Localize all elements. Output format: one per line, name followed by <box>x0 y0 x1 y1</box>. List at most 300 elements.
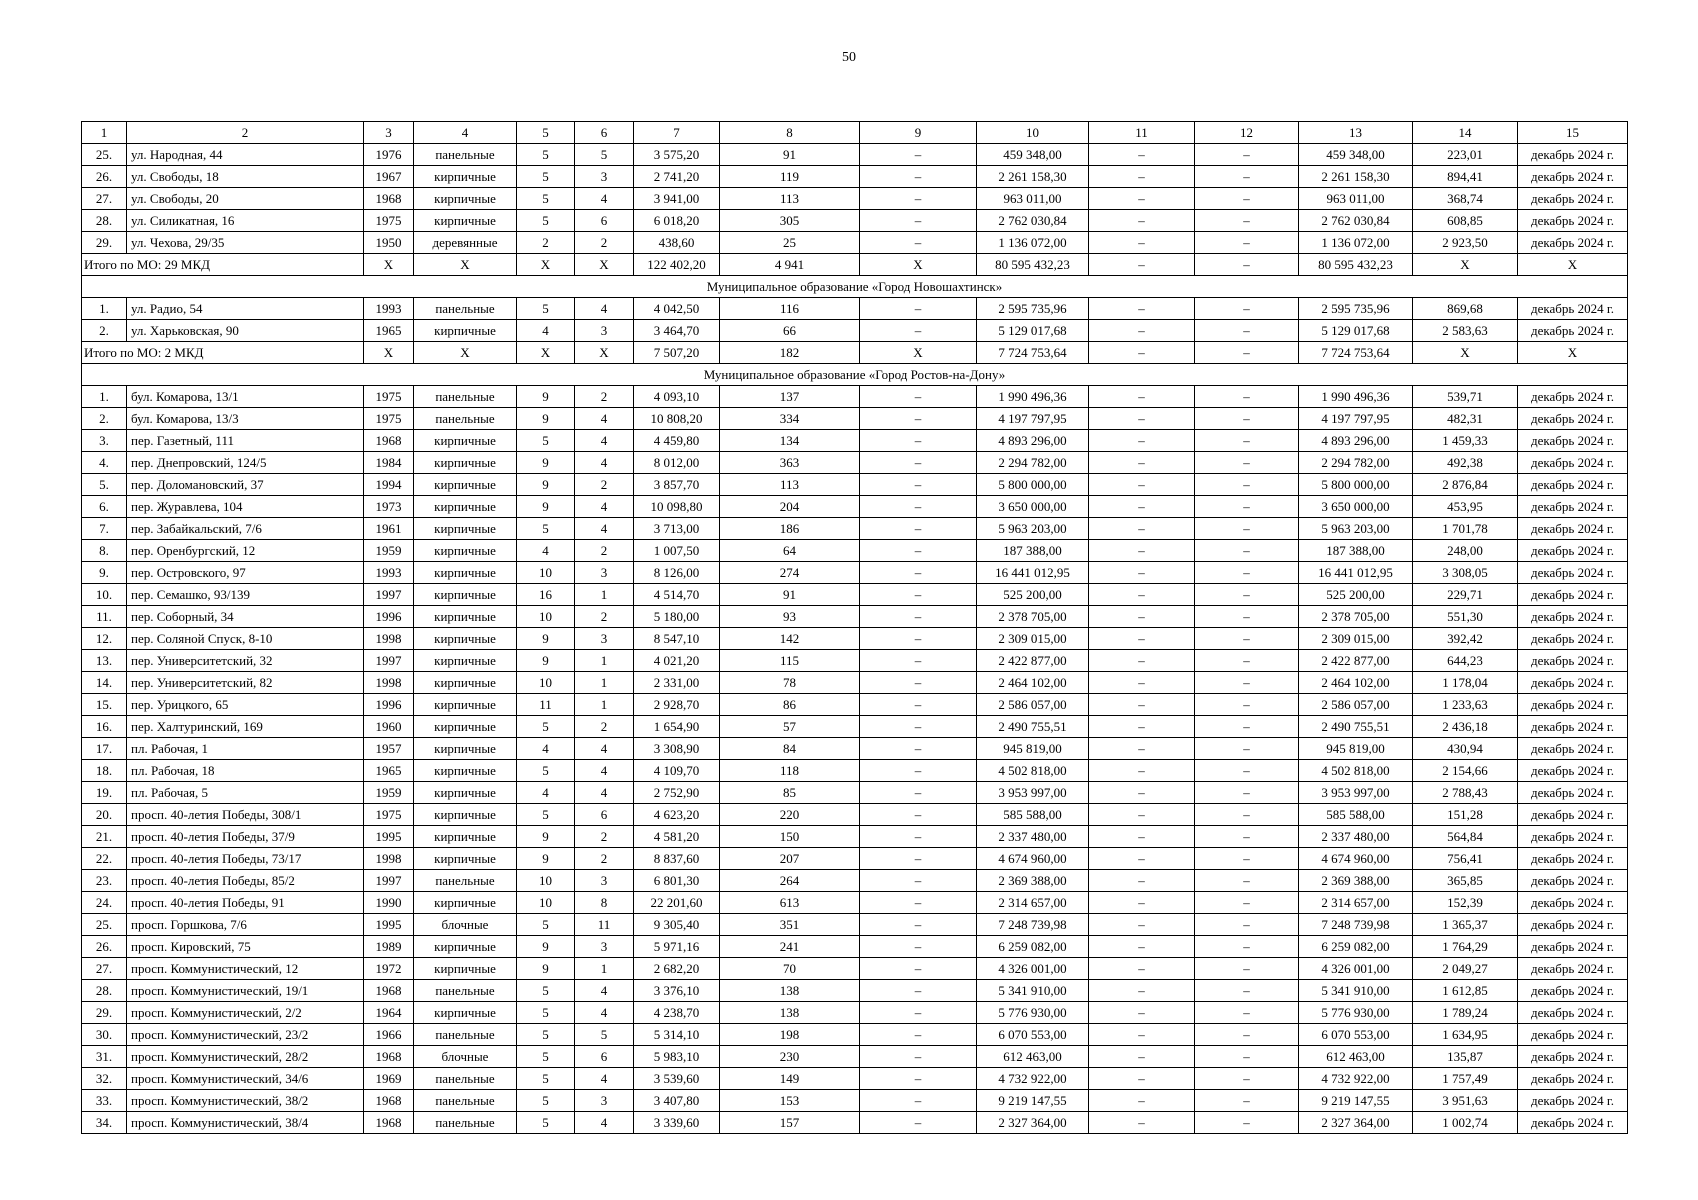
table-cell: 5 <box>517 210 575 232</box>
table-cell: просп. Коммунистический, 34/6 <box>127 1068 364 1090</box>
table-cell: – <box>1089 496 1195 518</box>
table-cell: 151,28 <box>1413 804 1518 826</box>
table-cell: – <box>1089 518 1195 540</box>
table-cell: – <box>1195 386 1299 408</box>
table-cell: 1967 <box>364 166 414 188</box>
table-cell: 1968 <box>364 1112 414 1134</box>
table-cell: 3 <box>575 320 634 342</box>
table-cell: 1 634,95 <box>1413 1024 1518 1046</box>
table-cell: – <box>1195 1002 1299 1024</box>
table-cell: 57 <box>720 716 860 738</box>
table-cell: 142 <box>720 628 860 650</box>
table-cell: – <box>860 1090 977 1112</box>
table-body <box>82 122 1628 1134</box>
table-cell: 1. <box>82 298 127 320</box>
table-cell: 1994 <box>364 474 414 496</box>
table-cell: – <box>860 804 977 826</box>
table-cell: 612 463,00 <box>977 1046 1089 1068</box>
table-cell: – <box>1089 958 1195 980</box>
table-cell: 15. <box>82 694 127 716</box>
table-cell: декабрь 2024 г. <box>1518 320 1628 342</box>
table-cell: 5 <box>517 804 575 826</box>
table-cell: – <box>1195 298 1299 320</box>
table-cell: 3 <box>575 562 634 584</box>
table-cell: – <box>1195 1068 1299 1090</box>
table-cell: 4 502 818,00 <box>1299 760 1413 782</box>
table-row <box>82 1002 1628 1024</box>
table-cell: – <box>860 144 977 166</box>
table-cell: 1984 <box>364 452 414 474</box>
table-cell: – <box>1089 848 1195 870</box>
table-cell: 7 248 739,98 <box>1299 914 1413 936</box>
table-cell: 2. <box>82 320 127 342</box>
table-cell: 4 <box>575 496 634 518</box>
table-row <box>82 584 1628 606</box>
table-cell: декабрь 2024 г. <box>1518 1068 1628 1090</box>
table-row <box>82 1112 1628 1134</box>
table-cell: 1990 <box>364 892 414 914</box>
table-cell: 70 <box>720 958 860 980</box>
table-cell: – <box>1195 628 1299 650</box>
table-row <box>82 738 1628 760</box>
table-cell: пер. Университетский, 32 <box>127 650 364 672</box>
table-row <box>82 496 1628 518</box>
table-cell: – <box>1089 914 1195 936</box>
table-cell: декабрь 2024 г. <box>1518 870 1628 892</box>
table-cell: 2 <box>575 232 634 254</box>
table-cell: декабрь 2024 г. <box>1518 210 1628 232</box>
table-cell: 5 983,10 <box>634 1046 720 1068</box>
table-cell: 585 588,00 <box>1299 804 1413 826</box>
table-cell: – <box>1195 562 1299 584</box>
table-cell: декабрь 2024 г. <box>1518 430 1628 452</box>
table-cell: – <box>1089 584 1195 606</box>
table-cell: ул. Свободы, 20 <box>127 188 364 210</box>
table-cell: декабрь 2024 г. <box>1518 1090 1628 1112</box>
table-cell: – <box>860 694 977 716</box>
table-cell: 230 <box>720 1046 860 1068</box>
table-cell: 9 219 147,55 <box>1299 1090 1413 1112</box>
table-cell: 187 388,00 <box>1299 540 1413 562</box>
table-cell: 4 <box>517 540 575 562</box>
table-cell: 4 893 296,00 <box>1299 430 1413 452</box>
column-number-cell: 6 <box>575 122 634 144</box>
table-cell: 5 971,16 <box>634 936 720 958</box>
table-cell: 138 <box>720 1002 860 1024</box>
table-cell: 1998 <box>364 628 414 650</box>
table-cell: 11 <box>575 914 634 936</box>
table-cell: – <box>1089 1024 1195 1046</box>
table-cell: 539,71 <box>1413 386 1518 408</box>
table-cell: кирпичные <box>414 738 517 760</box>
table-cell: 204 <box>720 496 860 518</box>
column-number-cell: 1 <box>82 122 127 144</box>
table-cell: – <box>1195 1112 1299 1134</box>
table-cell: – <box>860 782 977 804</box>
table-cell: декабрь 2024 г. <box>1518 540 1628 562</box>
table-cell: просп. Кировский, 75 <box>127 936 364 958</box>
table-cell: 869,68 <box>1413 298 1518 320</box>
table-cell: – <box>860 584 977 606</box>
table-cell: – <box>860 716 977 738</box>
table-cell: – <box>1195 716 1299 738</box>
table-cell: 2 294 782,00 <box>1299 452 1413 474</box>
table-cell: декабрь 2024 г. <box>1518 584 1628 606</box>
table-cell: 7. <box>82 518 127 540</box>
table-cell: пер. Соляной Спуск, 8-10 <box>127 628 364 650</box>
table-cell: 6 <box>575 210 634 232</box>
table-row <box>82 166 1628 188</box>
table-cell: – <box>1089 892 1195 914</box>
table-cell: 2 337 480,00 <box>977 826 1089 848</box>
table-cell: – <box>1089 298 1195 320</box>
table-cell: декабрь 2024 г. <box>1518 1046 1628 1068</box>
table-cell: 365,85 <box>1413 870 1518 892</box>
table-cell: – <box>1089 826 1195 848</box>
table-cell: 9 <box>517 848 575 870</box>
table-cell: 2 876,84 <box>1413 474 1518 496</box>
table-cell: декабрь 2024 г. <box>1518 606 1628 628</box>
table-cell: 9 <box>517 826 575 848</box>
table-cell: 4 893 296,00 <box>977 430 1089 452</box>
table-cell: 5. <box>82 474 127 496</box>
table-row <box>82 144 1628 166</box>
table-cell: 1959 <box>364 782 414 804</box>
table-cell: кирпичные <box>414 496 517 518</box>
table-cell: 2 <box>575 826 634 848</box>
table-cell: кирпичные <box>414 848 517 870</box>
table-cell: 5 <box>517 980 575 1002</box>
table-cell: – <box>860 1002 977 1024</box>
table-cell: 1996 <box>364 694 414 716</box>
table-cell: пер. Забайкальский, 7/6 <box>127 518 364 540</box>
table-cell: 5 129 017,68 <box>977 320 1089 342</box>
table-cell: кирпичные <box>414 518 517 540</box>
table-cell: – <box>860 232 977 254</box>
table-cell: 12. <box>82 628 127 650</box>
table-cell: 963 011,00 <box>977 188 1089 210</box>
total-cell: Х <box>364 254 414 276</box>
table-cell: 2 682,20 <box>634 958 720 980</box>
table-cell: декабрь 2024 г. <box>1518 760 1628 782</box>
table-cell: – <box>860 738 977 760</box>
table-cell: 5 129 017,68 <box>1299 320 1413 342</box>
table-cell: 945 819,00 <box>977 738 1089 760</box>
table-cell: 4 <box>575 1068 634 1090</box>
table-cell: – <box>1089 694 1195 716</box>
table-cell: декабрь 2024 г. <box>1518 562 1628 584</box>
column-number-cell: 15 <box>1518 122 1628 144</box>
table-cell: 25 <box>720 232 860 254</box>
table-cell: – <box>1089 760 1195 782</box>
table-cell: – <box>860 298 977 320</box>
table-cell: 612 463,00 <box>1299 1046 1413 1068</box>
total-cell: – <box>1089 342 1195 364</box>
table-cell: кирпичные <box>414 606 517 628</box>
table-cell: – <box>860 430 977 452</box>
table-cell: – <box>1195 672 1299 694</box>
table-cell: 8. <box>82 540 127 562</box>
table-cell: 1 757,49 <box>1413 1068 1518 1090</box>
table-cell: кирпичные <box>414 628 517 650</box>
table-row <box>82 914 1628 936</box>
table-cell: – <box>1089 936 1195 958</box>
table-cell: 2 422 877,00 <box>1299 650 1413 672</box>
table-cell: 4 <box>575 1112 634 1134</box>
table-cell: – <box>1089 606 1195 628</box>
table-cell: 1998 <box>364 848 414 870</box>
table-cell: кирпичные <box>414 716 517 738</box>
table-cell: 29. <box>82 232 127 254</box>
table-cell: 4 <box>575 760 634 782</box>
table-cell: 2 378 705,00 <box>1299 606 1413 628</box>
table-cell: декабрь 2024 г. <box>1518 166 1628 188</box>
table-row <box>82 320 1628 342</box>
table-cell: 20. <box>82 804 127 826</box>
table-cell: 4 <box>575 782 634 804</box>
table-cell: панельные <box>414 1024 517 1046</box>
table-cell: декабрь 2024 г. <box>1518 232 1628 254</box>
table-cell: 1997 <box>364 650 414 672</box>
table-cell: 149 <box>720 1068 860 1090</box>
table-cell: – <box>1195 188 1299 210</box>
table-cell: 5 <box>517 1024 575 1046</box>
table-cell: 6 <box>575 804 634 826</box>
table-cell: 4 042,50 <box>634 298 720 320</box>
municipality-title: Муниципальное образование «Город Новошахтинск» <box>82 276 1628 298</box>
table-cell: 2 762 030,84 <box>977 210 1089 232</box>
table-row <box>82 716 1628 738</box>
table-cell: 438,60 <box>634 232 720 254</box>
table-cell: 10 098,80 <box>634 496 720 518</box>
table-cell: 5 <box>517 1112 575 1134</box>
table-cell: 756,41 <box>1413 848 1518 870</box>
table-cell: 351 <box>720 914 860 936</box>
table-cell: – <box>1089 804 1195 826</box>
table-row <box>82 1090 1628 1112</box>
table-cell: 5 <box>517 188 575 210</box>
table-cell: 27. <box>82 188 127 210</box>
table-cell: – <box>860 1024 977 1046</box>
table-cell: – <box>860 914 977 936</box>
table-cell: 1 789,24 <box>1413 1002 1518 1024</box>
column-number-header-row <box>82 122 1628 144</box>
table-cell: 1 136 072,00 <box>977 232 1089 254</box>
table-cell: 1960 <box>364 716 414 738</box>
table-cell: 4 <box>575 518 634 540</box>
table-cell: 113 <box>720 474 860 496</box>
table-cell: – <box>1195 782 1299 804</box>
table-cell: – <box>1195 540 1299 562</box>
table-cell: кирпичные <box>414 936 517 958</box>
table-cell: 33. <box>82 1090 127 1112</box>
table-row <box>82 408 1628 430</box>
table-cell: кирпичные <box>414 166 517 188</box>
table-cell: 5 <box>575 1024 634 1046</box>
table-cell: – <box>1195 430 1299 452</box>
table-cell: 1968 <box>364 188 414 210</box>
table-cell: – <box>860 980 977 1002</box>
table-cell: 2 369 388,00 <box>977 870 1089 892</box>
table-cell: – <box>1195 474 1299 496</box>
table-cell: 8 012,00 <box>634 452 720 474</box>
table-cell: 9 <box>517 452 575 474</box>
table-cell: 430,94 <box>1413 738 1518 760</box>
table-cell: 4 093,10 <box>634 386 720 408</box>
table-cell: декабрь 2024 г. <box>1518 408 1628 430</box>
table-cell: 9 <box>517 628 575 650</box>
table-cell: 1959 <box>364 540 414 562</box>
table-cell: – <box>1195 650 1299 672</box>
table-cell: 368,74 <box>1413 188 1518 210</box>
total-cell: – <box>1195 342 1299 364</box>
table-cell: ул. Харьковская, 90 <box>127 320 364 342</box>
table-cell: 9. <box>82 562 127 584</box>
column-number-cell: 11 <box>1089 122 1195 144</box>
table-cell: пл. Рабочая, 5 <box>127 782 364 804</box>
table-cell: 2 309 015,00 <box>977 628 1089 650</box>
table-cell: 5 341 910,00 <box>1299 980 1413 1002</box>
table-cell: 30. <box>82 1024 127 1046</box>
total-cell: Х <box>414 254 517 276</box>
table-cell: просп. 40-летия Победы, 308/1 <box>127 804 364 826</box>
table-cell: 264 <box>720 870 860 892</box>
table-cell: 29. <box>82 1002 127 1024</box>
table-cell: 4 197 797,95 <box>1299 408 1413 430</box>
table-cell: – <box>860 452 977 474</box>
table-cell: 16 441 012,95 <box>977 562 1089 584</box>
table-cell: 1969 <box>364 1068 414 1090</box>
table-cell: – <box>860 628 977 650</box>
table-cell: декабрь 2024 г. <box>1518 298 1628 320</box>
table-cell: 2 337 480,00 <box>1299 826 1413 848</box>
table-cell: просп. Коммунистический, 38/4 <box>127 1112 364 1134</box>
table-cell: просп. 40-летия Победы, 37/9 <box>127 826 364 848</box>
table-cell: 1993 <box>364 298 414 320</box>
table-cell: 9 305,40 <box>634 914 720 936</box>
table-cell: 10 <box>517 606 575 628</box>
table-cell: кирпичные <box>414 760 517 782</box>
table-cell: 66 <box>720 320 860 342</box>
table-cell: 2 464 102,00 <box>1299 672 1413 694</box>
table-row <box>82 1068 1628 1090</box>
table-cell: кирпичные <box>414 540 517 562</box>
table-cell: 10. <box>82 584 127 606</box>
table-cell: 26. <box>82 936 127 958</box>
table-cell: 3 857,70 <box>634 474 720 496</box>
table-cell: 1 990 496,36 <box>1299 386 1413 408</box>
table-cell: 3. <box>82 430 127 452</box>
table-cell: – <box>1089 716 1195 738</box>
table-row <box>82 606 1628 628</box>
table-cell: 9 <box>517 650 575 672</box>
table-cell: 2 586 057,00 <box>1299 694 1413 716</box>
table-cell: 894,41 <box>1413 166 1518 188</box>
table-cell: – <box>1195 694 1299 716</box>
table-cell: – <box>1195 144 1299 166</box>
table-row <box>82 936 1628 958</box>
table-cell: 28. <box>82 980 127 1002</box>
table-cell: декабрь 2024 г. <box>1518 936 1628 958</box>
table-cell: 78 <box>720 672 860 694</box>
table-cell: 4 <box>575 298 634 320</box>
table-cell: 3 376,10 <box>634 980 720 1002</box>
table-cell: 24. <box>82 892 127 914</box>
table-cell: 5 <box>517 144 575 166</box>
table-cell: 34. <box>82 1112 127 1134</box>
table-cell: – <box>1089 540 1195 562</box>
table-cell: 2 049,27 <box>1413 958 1518 980</box>
table-cell: 84 <box>720 738 860 760</box>
table-cell: 1995 <box>364 826 414 848</box>
table-cell: 119 <box>720 166 860 188</box>
table-cell: 1966 <box>364 1024 414 1046</box>
table-row <box>82 298 1628 320</box>
table-row <box>82 386 1628 408</box>
table-cell: пер. Газетный, 111 <box>127 430 364 452</box>
table-cell: – <box>1089 210 1195 232</box>
table-cell: ул. Народная, 44 <box>127 144 364 166</box>
table-row <box>82 892 1628 914</box>
table-cell: 1957 <box>364 738 414 760</box>
total-cell: 7 507,20 <box>634 342 720 364</box>
table-cell: декабрь 2024 г. <box>1518 716 1628 738</box>
table-cell: просп. 40-летия Победы, 85/2 <box>127 870 364 892</box>
table-cell: – <box>1089 1068 1195 1090</box>
table-cell: 945 819,00 <box>1299 738 1413 760</box>
total-cell: 80 595 432,23 <box>1299 254 1413 276</box>
table-cell: – <box>860 672 977 694</box>
table-cell: – <box>1195 870 1299 892</box>
table-cell: – <box>1195 408 1299 430</box>
table-row <box>82 1046 1628 1068</box>
table-row <box>82 694 1628 716</box>
table-cell: 27. <box>82 958 127 980</box>
table-cell: пер. Оренбургский, 12 <box>127 540 364 562</box>
table-cell: 4 <box>575 188 634 210</box>
table-cell: 1 007,50 <box>634 540 720 562</box>
column-number-cell: 13 <box>1299 122 1413 144</box>
table-cell: 363 <box>720 452 860 474</box>
table-cell: 23. <box>82 870 127 892</box>
table-cell: 25. <box>82 914 127 936</box>
total-cell: Х <box>517 342 575 364</box>
table-cell: панельные <box>414 298 517 320</box>
table-cell: 525 200,00 <box>1299 584 1413 606</box>
table-cell: 3 407,80 <box>634 1090 720 1112</box>
table-cell: – <box>860 760 977 782</box>
table-cell: пер. Журавлева, 104 <box>127 496 364 518</box>
table-cell: 1975 <box>364 408 414 430</box>
municipality-title: Муниципальное образование «Город Ростов-на-Дону» <box>82 364 1628 386</box>
table-cell: кирпичные <box>414 452 517 474</box>
table-cell: – <box>860 848 977 870</box>
table-cell: 2 369 388,00 <box>1299 870 1413 892</box>
table-cell: 1961 <box>364 518 414 540</box>
table-cell: пер. Халтуринский, 169 <box>127 716 364 738</box>
table-cell: 10 <box>517 672 575 694</box>
table-row <box>82 826 1628 848</box>
table-cell: – <box>860 210 977 232</box>
table-cell: 334 <box>720 408 860 430</box>
table-cell: 9 <box>517 386 575 408</box>
table-cell: кирпичные <box>414 320 517 342</box>
table-cell: 6 070 553,00 <box>977 1024 1089 1046</box>
table-cell: 3 308,90 <box>634 738 720 760</box>
table-cell: 4. <box>82 452 127 474</box>
table-cell: 8 837,60 <box>634 848 720 870</box>
table-cell: 2 261 158,30 <box>977 166 1089 188</box>
